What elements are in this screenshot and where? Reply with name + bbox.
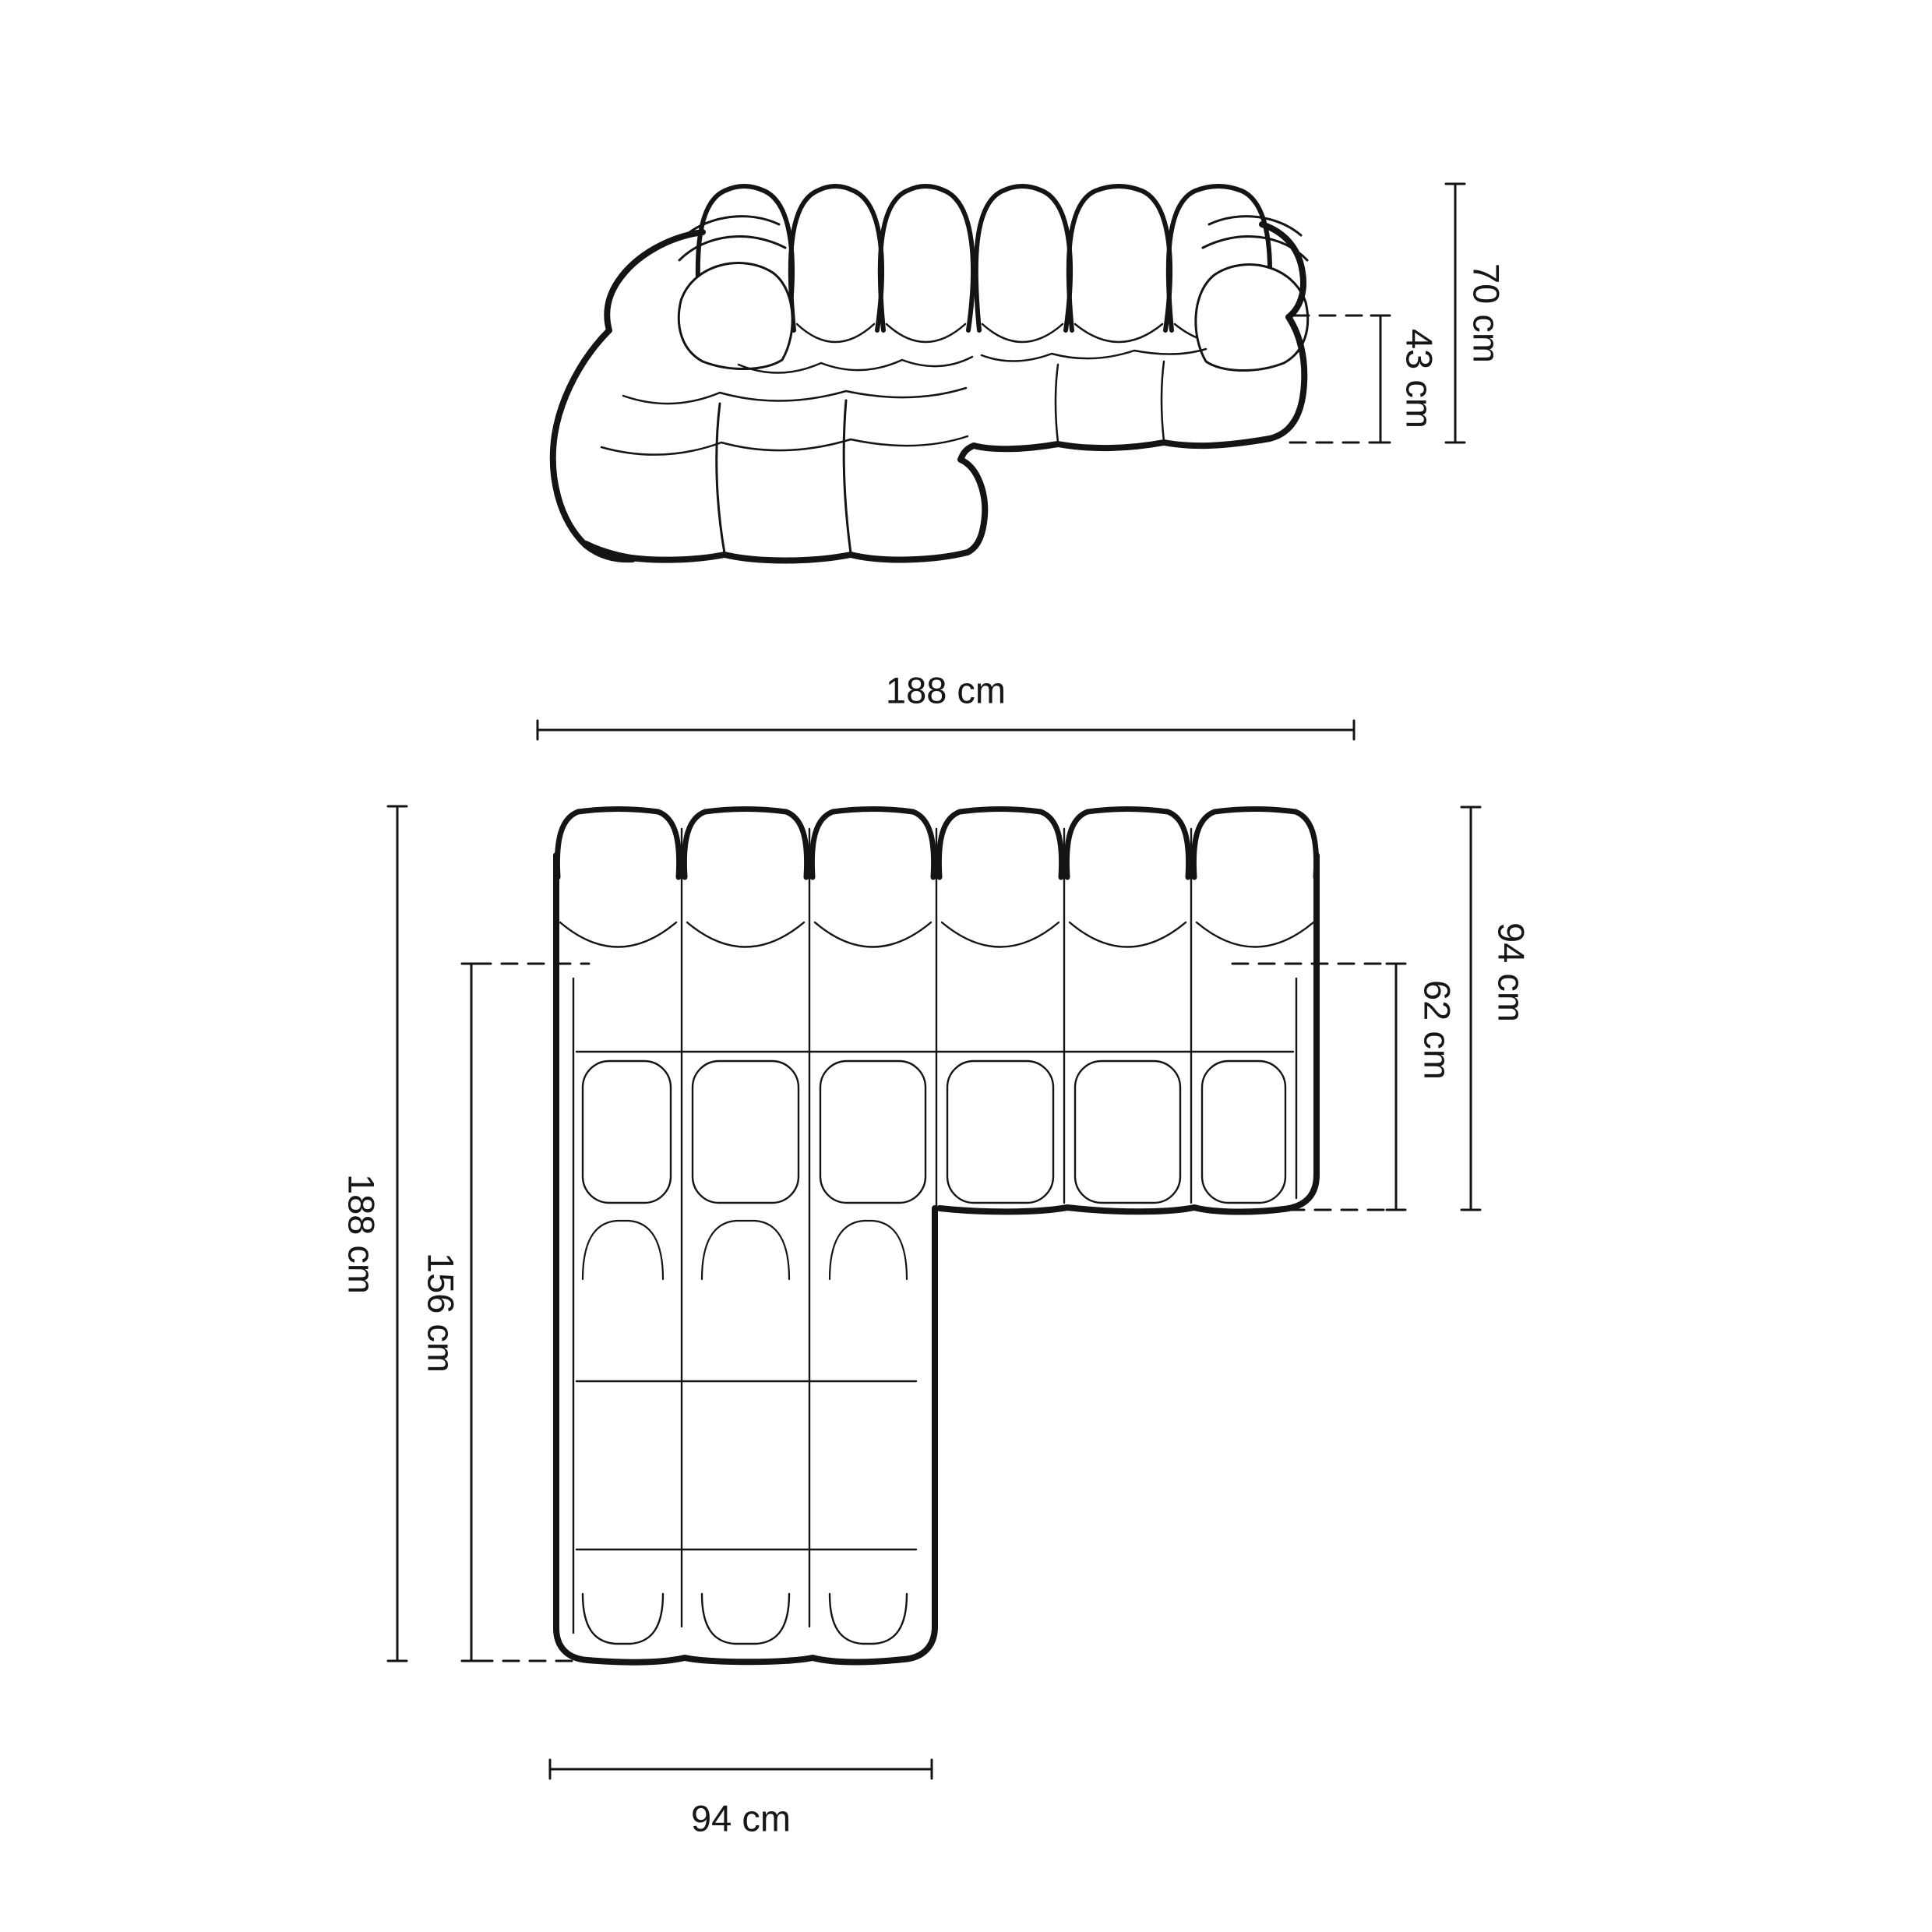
plan-seat-depth-dim-line [1387,964,1405,1210]
front-view-drawing [553,186,1308,561]
plan-chaise-row-seams [583,1221,907,1279]
front-tufting-seams [601,349,1206,455]
plan-chaise-length-label: 156 cm [420,1252,462,1373]
plan-width-dim-line [538,721,1354,739]
front-outer-contour [553,224,1304,561]
front-armrest-height-label: 43 cm [1398,329,1440,428]
plan-depth-label: 188 cm [340,1173,383,1295]
front-height-label: 70 cm [1465,263,1507,363]
plan-side-depth-label: 94 cm [1490,922,1532,1022]
plan-chaise-bottom-inner-seams [583,1594,907,1644]
front-armrest-dim-line [1371,316,1390,442]
top-view-drawing [556,809,1317,1662]
plan-seat-depth-label: 62 cm [1416,980,1458,1080]
front-chaise-seams [717,400,851,553]
plan-seat-inner-seams [583,1061,1285,1203]
front-height-dim-line [1446,184,1465,442]
plan-chaise-width-label: 94 cm [691,1797,791,1839]
plan-chaise-width-dim-line [550,1760,932,1779]
front-left-armrest [679,217,792,369]
plan-side-depth-dim-line [1461,807,1480,1210]
plan-depth-dim-line [388,806,407,1661]
plan-chaise-length-dim-line [462,964,481,1661]
plan-width-label: 188 cm [885,669,1007,711]
